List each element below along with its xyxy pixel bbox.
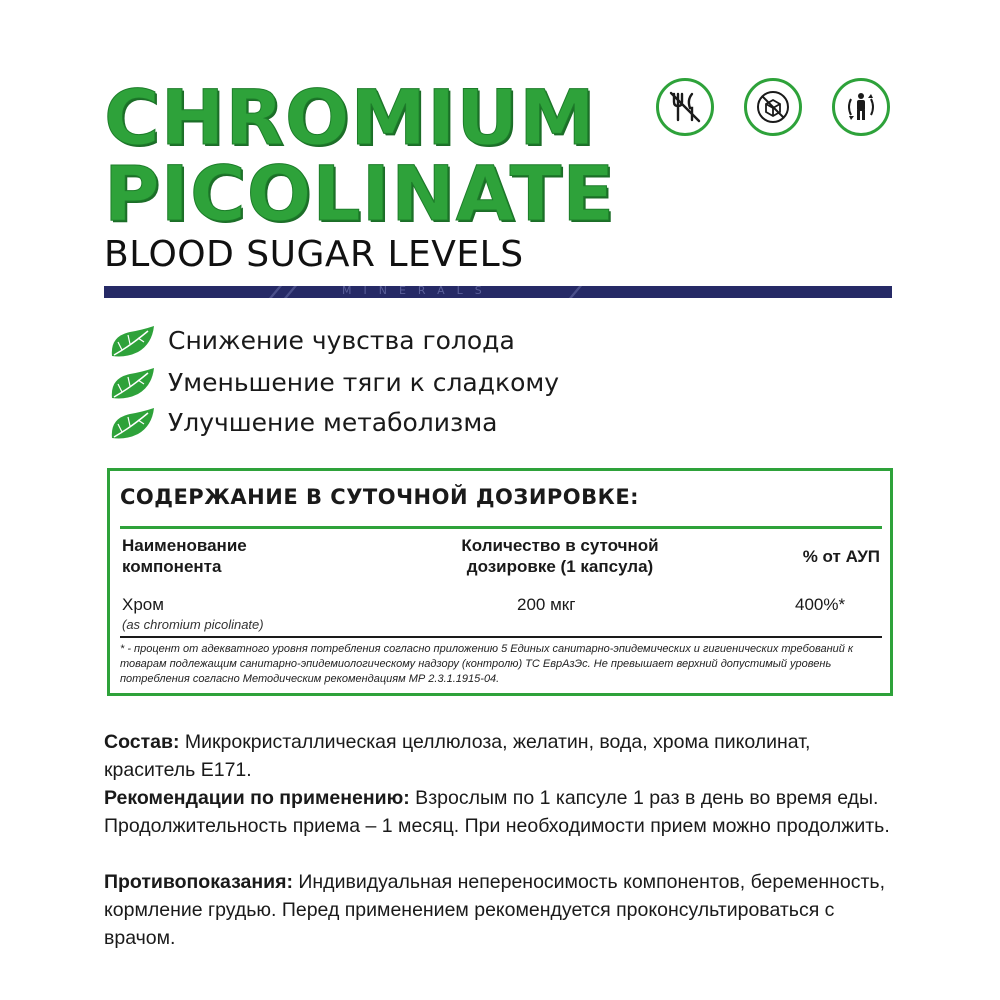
header-quantity xyxy=(430,535,690,577)
leaf-icon xyxy=(108,322,158,362)
usage-paragraph xyxy=(104,784,894,840)
cell-component-name: Хром xyxy=(122,595,164,614)
usage-label: Рекомендации по применению: xyxy=(104,787,410,809)
contraindications-text: Индивидуальная непереносимость компонентов, беременность, кормление грудью. Перед применением рекомендуется проконсультироваться с врачом. xyxy=(104,871,885,949)
cell-percent: 400%* xyxy=(795,595,846,614)
usage-text: Взрослым по 1 капсуле 1 раз в день во время еды. Продолжительность приема – 1 месяц. При необходимости прием можно продолжить. xyxy=(104,787,890,837)
composition-paragraph xyxy=(104,728,894,784)
composition-label: Состав: xyxy=(104,731,180,753)
header-text: Количество в суточной xyxy=(461,536,659,555)
header-text: Наименование xyxy=(122,536,247,555)
no-fork-knife-icon xyxy=(656,78,714,136)
cell-quantity: 200 мкг xyxy=(517,595,576,614)
band-slash xyxy=(266,286,286,298)
product-title-line1: CHROMIUM xyxy=(104,73,596,162)
contraindications-paragraph xyxy=(104,868,894,952)
table-footnote: * - процент от адекватного уровня потребления согласно приложению 5 Единых санитарно-эпидемических и гигиенических требований к товарам подлежащим санитарно-эпидемиологическому надзору (контролю) ТС ЕврАзЭс. Не превышает верхний допустимый уровень потребления согласно Методическим рекомендациям МР 2.3.1.1915-04. xyxy=(120,643,854,685)
header-component-name xyxy=(122,535,247,577)
band-label: MINERALS xyxy=(342,286,494,297)
composition-text: Микрокристаллическая целлюлоза, желатин, вода, хрома пиколинат, краситель Е171. xyxy=(104,731,811,781)
benefit-item xyxy=(108,364,608,404)
leaf-icon xyxy=(108,364,158,404)
product-title-line2: PICOLINATE xyxy=(104,149,616,238)
band-slash xyxy=(281,286,301,298)
leaf-icon xyxy=(108,404,158,444)
cell-component-note: (as chromium picolinate) xyxy=(122,617,264,632)
product-subtitle: BLOOD SUGAR LEVELS xyxy=(104,234,524,275)
benefit-text: Улучшение метаболизма xyxy=(168,408,498,437)
table-bottom-rule xyxy=(120,636,882,638)
benefit-text: Снижение чувства голода xyxy=(168,326,515,355)
benefit-text: Уменьшение тяги к сладкому xyxy=(168,368,560,397)
benefit-item xyxy=(108,322,608,362)
header-text: дозировке (1 капсула) xyxy=(466,557,654,576)
table-title: СОДЕРЖАНИЕ В СУТОЧНОЙ ДОЗИРОВКЕ: xyxy=(120,485,640,509)
person-cycle-icon xyxy=(832,78,890,136)
header-percent: % от АУП xyxy=(802,547,880,566)
no-sugar-icon xyxy=(744,78,802,136)
header-text: компонента xyxy=(122,557,222,576)
daily-dosage-table xyxy=(107,468,893,696)
band-slash xyxy=(566,286,586,298)
benefit-item xyxy=(108,404,608,444)
table-divider xyxy=(120,526,882,529)
minerals-band xyxy=(104,286,892,298)
contraindications-label: Противопоказания: xyxy=(104,871,293,893)
